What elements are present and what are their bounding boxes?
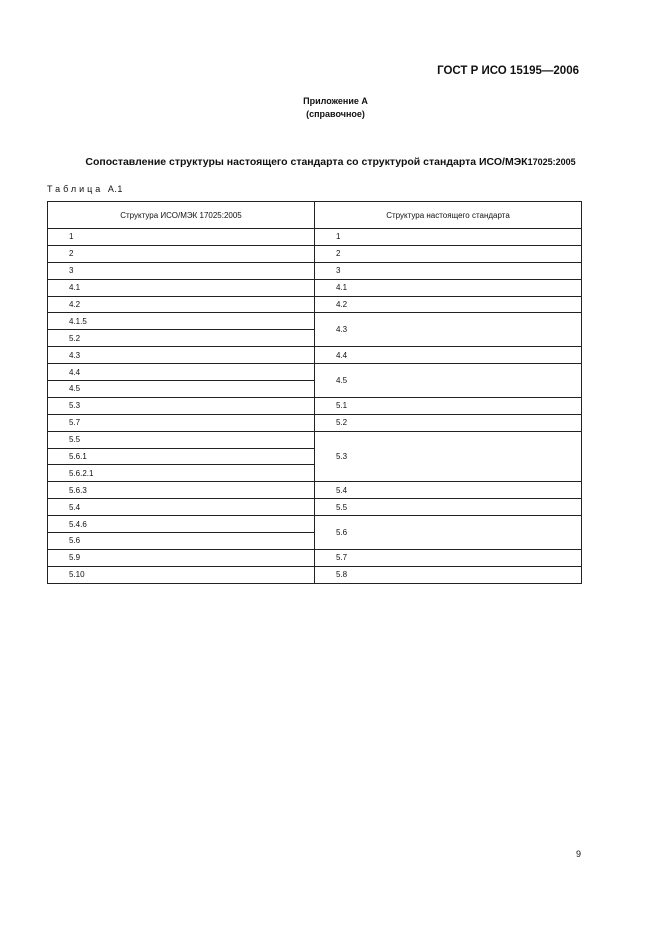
right-cell: 2 (315, 245, 582, 262)
table-row (48, 431, 582, 448)
table-row (48, 296, 582, 313)
table-row (48, 499, 582, 516)
table-header-left: Структура ИСО/МЭК 17025:2005 (48, 202, 315, 229)
left-cell: 5.10 (48, 566, 315, 583)
left-cell: 5.9 (48, 549, 315, 566)
table-label-word: Таблица (47, 184, 104, 194)
table-row (48, 245, 582, 262)
left-cell: 5.5 (48, 431, 315, 448)
right-cell: 1 (315, 229, 582, 246)
table-row (48, 347, 582, 364)
document-code: ГОСТ Р ИСО 15195—2006 (437, 65, 579, 77)
right-cell: 4.1 (315, 279, 582, 296)
left-cell: 5.2 (48, 330, 315, 347)
left-cell: 5.6.3 (48, 482, 315, 499)
left-cell: 5.6.1 (48, 448, 315, 465)
left-cell: 5.6 (48, 533, 315, 550)
table-label-number: А.1 (107, 184, 123, 194)
left-cell: 2 (48, 245, 315, 262)
left-cell: 4.3 (48, 347, 315, 364)
table-row (48, 229, 582, 246)
table-header-right: Структура настоящего стандарта (315, 202, 582, 229)
left-cell: 5.4.6 (48, 516, 315, 533)
left-cell: 4.2 (48, 296, 315, 313)
right-cell: 4.5 (315, 364, 582, 398)
page-title (0, 156, 661, 168)
annex-subtitle: (справочное) (306, 109, 365, 119)
left-cell: 5.7 (48, 414, 315, 431)
table-row (48, 516, 582, 533)
table-row (48, 397, 582, 414)
table-label (47, 184, 123, 194)
right-cell: 5.8 (315, 566, 582, 583)
annex-title: Приложение А (303, 96, 368, 106)
right-cell: 5.6 (315, 516, 582, 550)
right-cell: 3 (315, 262, 582, 279)
right-cell: 4.3 (315, 313, 582, 347)
right-cell: 5.1 (315, 397, 582, 414)
page-title-text: Сопоставление структуры настоящего стандарта со структурой стандарта ИСО/МЭК (85, 156, 528, 168)
left-cell: 4.5 (48, 381, 315, 398)
left-cell: 5.3 (48, 397, 315, 414)
right-cell: 5.5 (315, 499, 582, 516)
page-number: 9 (576, 849, 582, 859)
left-cell: 4.1.5 (48, 313, 315, 330)
right-cell: 5.4 (315, 482, 582, 499)
annex-heading (0, 95, 661, 121)
right-cell: 4.2 (315, 296, 582, 313)
left-cell: 3 (48, 262, 315, 279)
left-cell: 5.4 (48, 499, 315, 516)
left-cell: 4.1 (48, 279, 315, 296)
right-cell: 5.2 (315, 414, 582, 431)
table-row (48, 414, 582, 431)
left-cell: 5.6.2.1 (48, 465, 315, 482)
right-cell: 5.7 (315, 549, 582, 566)
table-row (48, 279, 582, 296)
left-cell: 1 (48, 229, 315, 246)
comparison-table (47, 201, 582, 584)
table-row (48, 549, 582, 566)
right-cell: 4.4 (315, 347, 582, 364)
table-row (48, 364, 582, 381)
table-row (48, 482, 582, 499)
table-row (48, 566, 582, 583)
table-row (48, 313, 582, 330)
right-cell: 5.3 (315, 431, 582, 482)
table-row (48, 262, 582, 279)
page-title-number: 17025:2005 (527, 157, 576, 167)
left-cell: 4.4 (48, 364, 315, 381)
